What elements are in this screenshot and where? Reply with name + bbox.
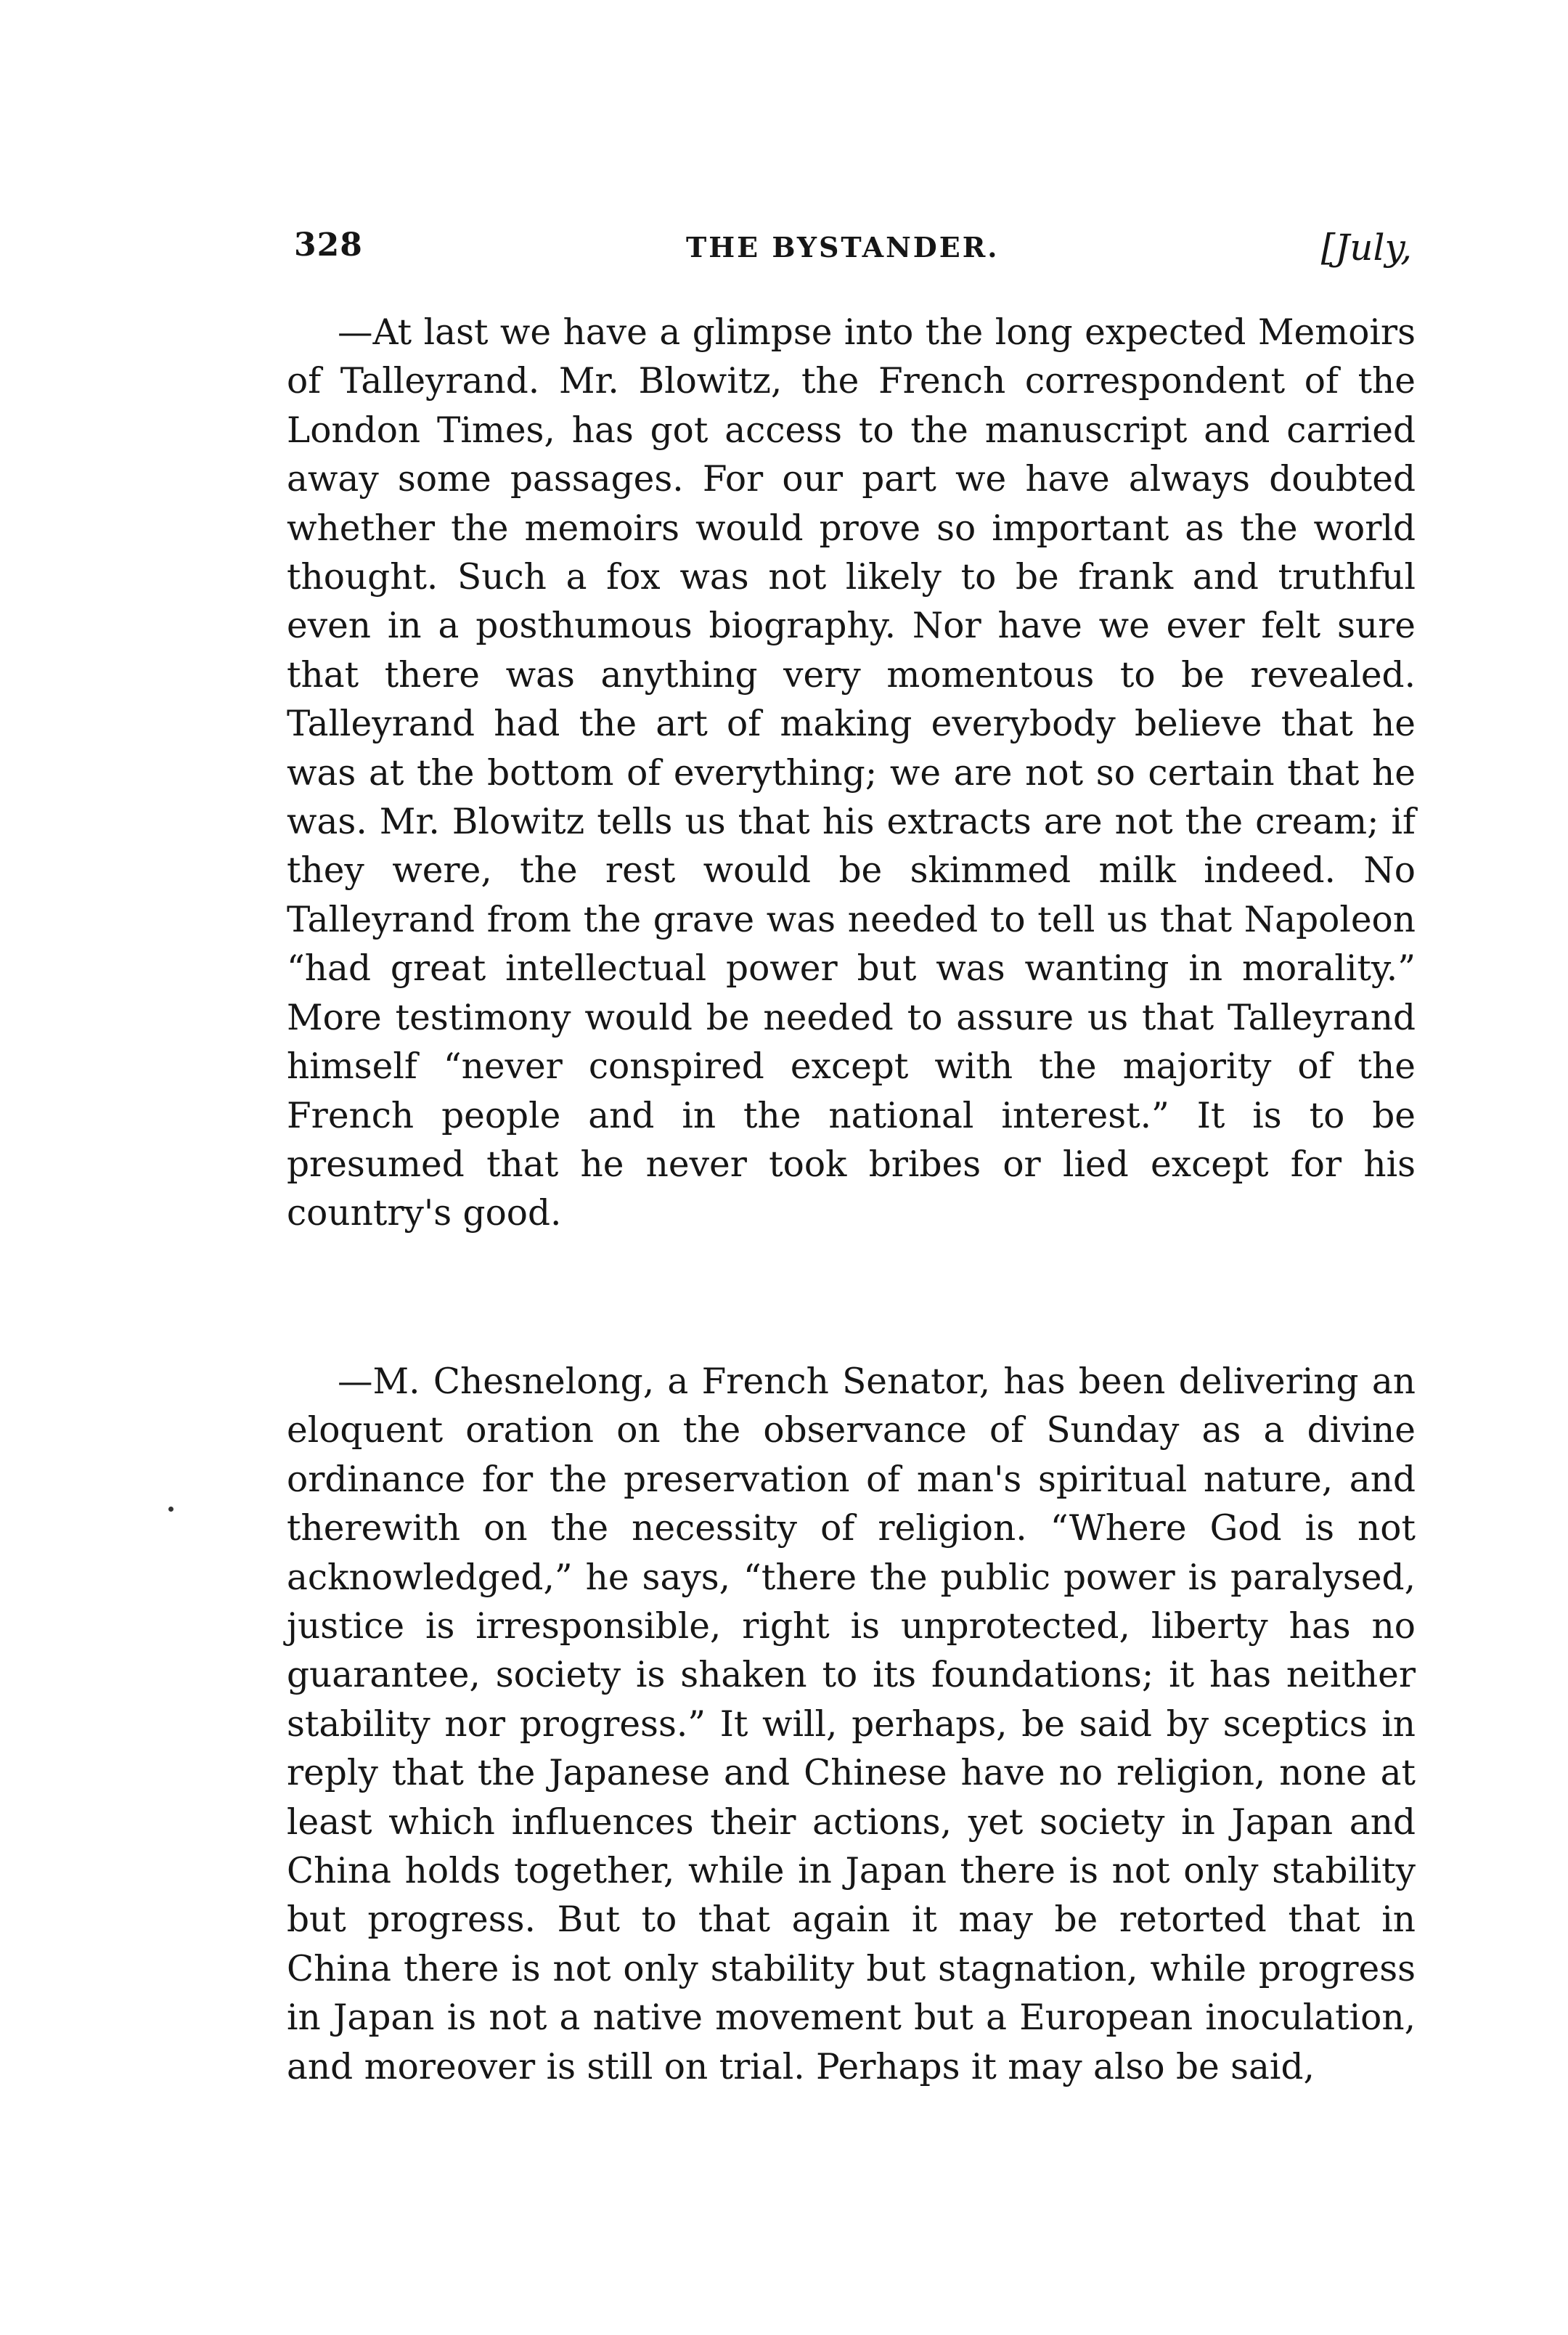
article-chesnelong-sunday: —M. Chesnelong, a French Senator, has been delivering an eloquent oration on the observance of Sunday as a divine ordinance for the preservation of man's spiritual nature, and therewith on the necessity of religion. “Where God is not acknowledged,” he says, “there the public power is paralysed, justice is irresponsible, right is unprotected, liberty has no guarantee, society is shaken to its foundations; it has neither stability nor progress.” It will, perhaps, be said by sceptics in reply that the Japanese and Chinese have no religion, none at least which influences their actions, yet society in Japan and China holds together, while in Japan there is not only stability but progress. But to that again it may be retorted that in China there is not only stability but stagnation, while progress in Japan is not a native movement but a European inoculation, and moreover is still on trial. Perhaps it may also be said, [287,1361,1416,2087]
article-talleyrand-memoirs: —At last we have a glimpse into the long expected Memoirs of Talleyrand. Mr. Blowitz, the French correspondent of the London Times, has got access to the manuscript and carried away some passages. For our part we have always doubted whether the memoirs would prove so important as the world thought. Such a fox was not likely to be frank and truthful even in a posthumous biography. Nor have we ever felt sure that there was anything very momentous to be revealed. Talleyrand had the art of making everybody believe that he was at the bottom of everything; we are not so certain that he was. Mr. Blowitz tells us that his extracts are not the cream; if they were, the rest would be skimmed milk indeed. No Talleyrand from the grave was needed to tell us that Napoleon “had great intellectual power but was wanting in morality.” More testimony would be needed to assure us that Talleyrand himself “never conspired except with the majority of the French people and in the national interest.” It is to be presumed that he never took bribes or lied except for his country's good. [287,312,1416,1234]
running-title: THE BYSTANDER. [686,231,1000,264]
margin-mark [168,1507,173,1512]
page-header [294,227,1412,285]
page-number: 328 [294,227,363,264]
header-date: [July, [1320,227,1412,269]
